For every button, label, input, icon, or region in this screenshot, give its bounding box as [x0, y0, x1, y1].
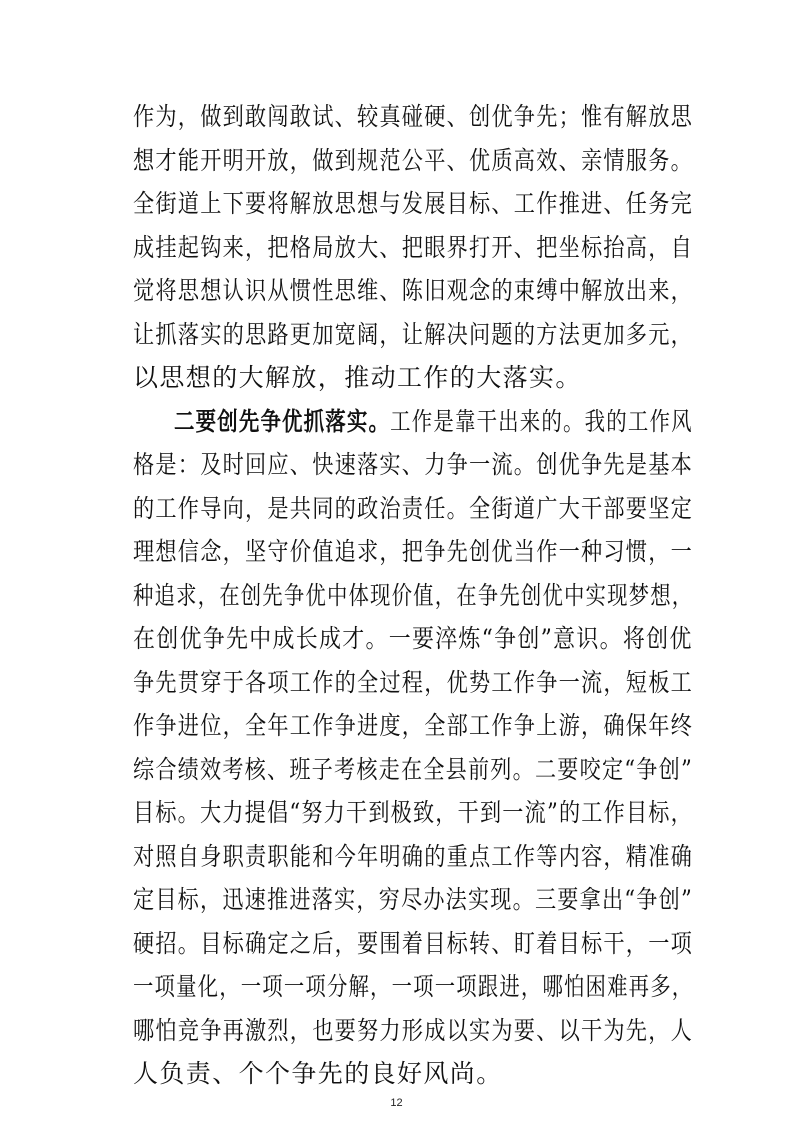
- text-line: 想才能开明开放，做到规范公平、优质高效、亲情服务。: [133, 146, 694, 175]
- text-line: 成挂起钩来，把格局放大、把眼界打开、把坐标抬高，自: [133, 233, 694, 262]
- text-line: 格是：及时回应、快速落实、力争一流。创优争先是基本: [133, 450, 694, 479]
- text-line: 种追求，在创先争优中体现价值，在争先创优中实现梦想，: [133, 581, 694, 610]
- text-line: 以思想的大解放，推动工作的大落实。: [133, 363, 582, 392]
- text-line: 理想信念，坚守价值追求，把争先创优当作一种习惯，一: [133, 537, 694, 566]
- text-line: 人负责、个个争先的良好风尚。: [133, 1059, 503, 1088]
- text-line: 作争进位，全年工作争进度，全部工作争上游，确保年终: [133, 711, 694, 740]
- paragraph-first-line-text: 工作是靠干出来的。我的工作风: [390, 407, 693, 436]
- text-line: 争先贯穿于各项工作的全过程，优势工作争一流，短板工: [133, 668, 694, 697]
- text-line: 定目标，迅速推进落实，穷尽办法实现。三要拿出“争创”: [133, 885, 693, 914]
- text-line: 综合绩效考核、班子考核走在全县前列。二要咬定“争创”: [133, 755, 693, 784]
- text-line: 的工作导向，是共同的政治责任。全街道广大干部要坚定: [133, 494, 694, 523]
- paragraph-2-first-line: [174, 407, 693, 437]
- text-line: 让抓落实的思路更加宽阔，让解决问题的方法更加多元，: [133, 320, 694, 349]
- text-line: 目标。大力提倡“努力干到极致，干到一流”的工作目标，: [133, 798, 693, 827]
- paragraph-lead-heading: 二要创先争优抓落实。: [174, 407, 391, 436]
- text-line: 在创优争先中成长成才。一要淬炼“争创”意识。将创优: [133, 624, 693, 653]
- page-number: 12: [390, 1097, 403, 1109]
- text-line: 一项量化，一项一项分解，一项一项跟进，哪怕困难再多，: [133, 972, 694, 1001]
- text-line: 对照自身职责职能和今年明确的重点工作等内容，精准确: [133, 842, 694, 871]
- text-line: 作为，做到敢闯敢试、较真碰硬、创优争先；惟有解放思: [133, 102, 694, 131]
- text-line: 硬招。目标确定之后，要围着目标转、盯着目标干，一项: [133, 929, 694, 958]
- text-line: 全街道上下要将解放思想与发展目标、工作推进、任务完: [133, 189, 694, 218]
- text-line: 觉将思想认识从惯性思维、陈旧观念的束缚中解放出来，: [133, 276, 694, 305]
- text-line: 哪怕竞争再激烈，也要努力形成以实为要、以干为先，人: [133, 1016, 694, 1045]
